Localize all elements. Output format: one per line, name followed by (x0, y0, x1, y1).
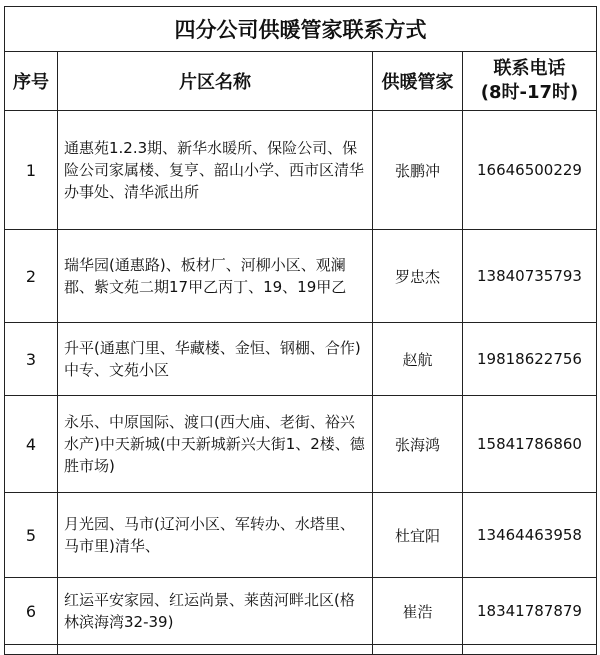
header-area: 片区名称 (58, 52, 373, 111)
phone-number: 13464463958 (463, 493, 597, 578)
phone-number: 13840735793 (463, 230, 597, 323)
table-row (5, 230, 597, 323)
table-row (5, 493, 597, 578)
table-row (5, 111, 597, 230)
manager-name: 赵航 (373, 323, 463, 396)
phone-number: 19818622756 (463, 323, 597, 396)
page-title: 四分公司供暖管家联系方式 (5, 7, 597, 52)
contact-table (4, 6, 597, 655)
table-row (5, 396, 597, 493)
area-name: 升平(通惠门里、华藏楼、金恒、钢棚、合作)中专、文苑小区 (58, 323, 373, 396)
header-phone-hours: (8时-17时) (480, 82, 579, 103)
row-number: 5 (5, 493, 58, 578)
row-number: 1 (5, 111, 58, 230)
header-phone-label: 联系电话 (493, 58, 566, 79)
partial-cell (58, 645, 373, 655)
manager-name: 张海鸿 (373, 396, 463, 493)
header-phone (463, 52, 597, 111)
row-number: 3 (5, 323, 58, 396)
area-name: 通惠苑1.2.3期、新华水暖所、保险公司、保险公司家属楼、复亨、韶山小学、西市区清华办事处、清华派出所 (58, 111, 373, 230)
area-name: 永乐、中原国际、渡口(西大庙、老街、裕兴水产)中天新城(中天新城新兴大街1、2楼、德胜市场) (58, 396, 373, 493)
phone-number: 15841786860 (463, 396, 597, 493)
partial-row (5, 645, 597, 655)
area-name: 瑞华园(通惠路)、板材厂、河柳小区、观澜郡、紫文苑二期17甲乙丙丁、19、19甲乙 (58, 230, 373, 323)
row-number: 4 (5, 396, 58, 493)
partial-cell (5, 645, 58, 655)
manager-name: 罗忠杰 (373, 230, 463, 323)
header-manager: 供暖管家 (373, 52, 463, 111)
manager-name: 张鹏冲 (373, 111, 463, 230)
area-name: 红运平安家园、红运尚景、莱茵河畔北区(格林滨海湾32-39) (58, 578, 373, 645)
title-row (5, 7, 597, 52)
manager-name: 崔浩 (373, 578, 463, 645)
partial-cell (463, 645, 597, 655)
phone-number: 18341787879 (463, 578, 597, 645)
header-row (5, 52, 597, 111)
row-number: 2 (5, 230, 58, 323)
area-name: 月光园、马市(辽河小区、军转办、水塔里、马市里)清华、 (58, 493, 373, 578)
table-row (5, 578, 597, 645)
phone-number: 16646500229 (463, 111, 597, 230)
row-number: 6 (5, 578, 58, 645)
table-row (5, 323, 597, 396)
manager-name: 杜宜阳 (373, 493, 463, 578)
partial-cell (373, 645, 463, 655)
header-no: 序号 (5, 52, 58, 111)
